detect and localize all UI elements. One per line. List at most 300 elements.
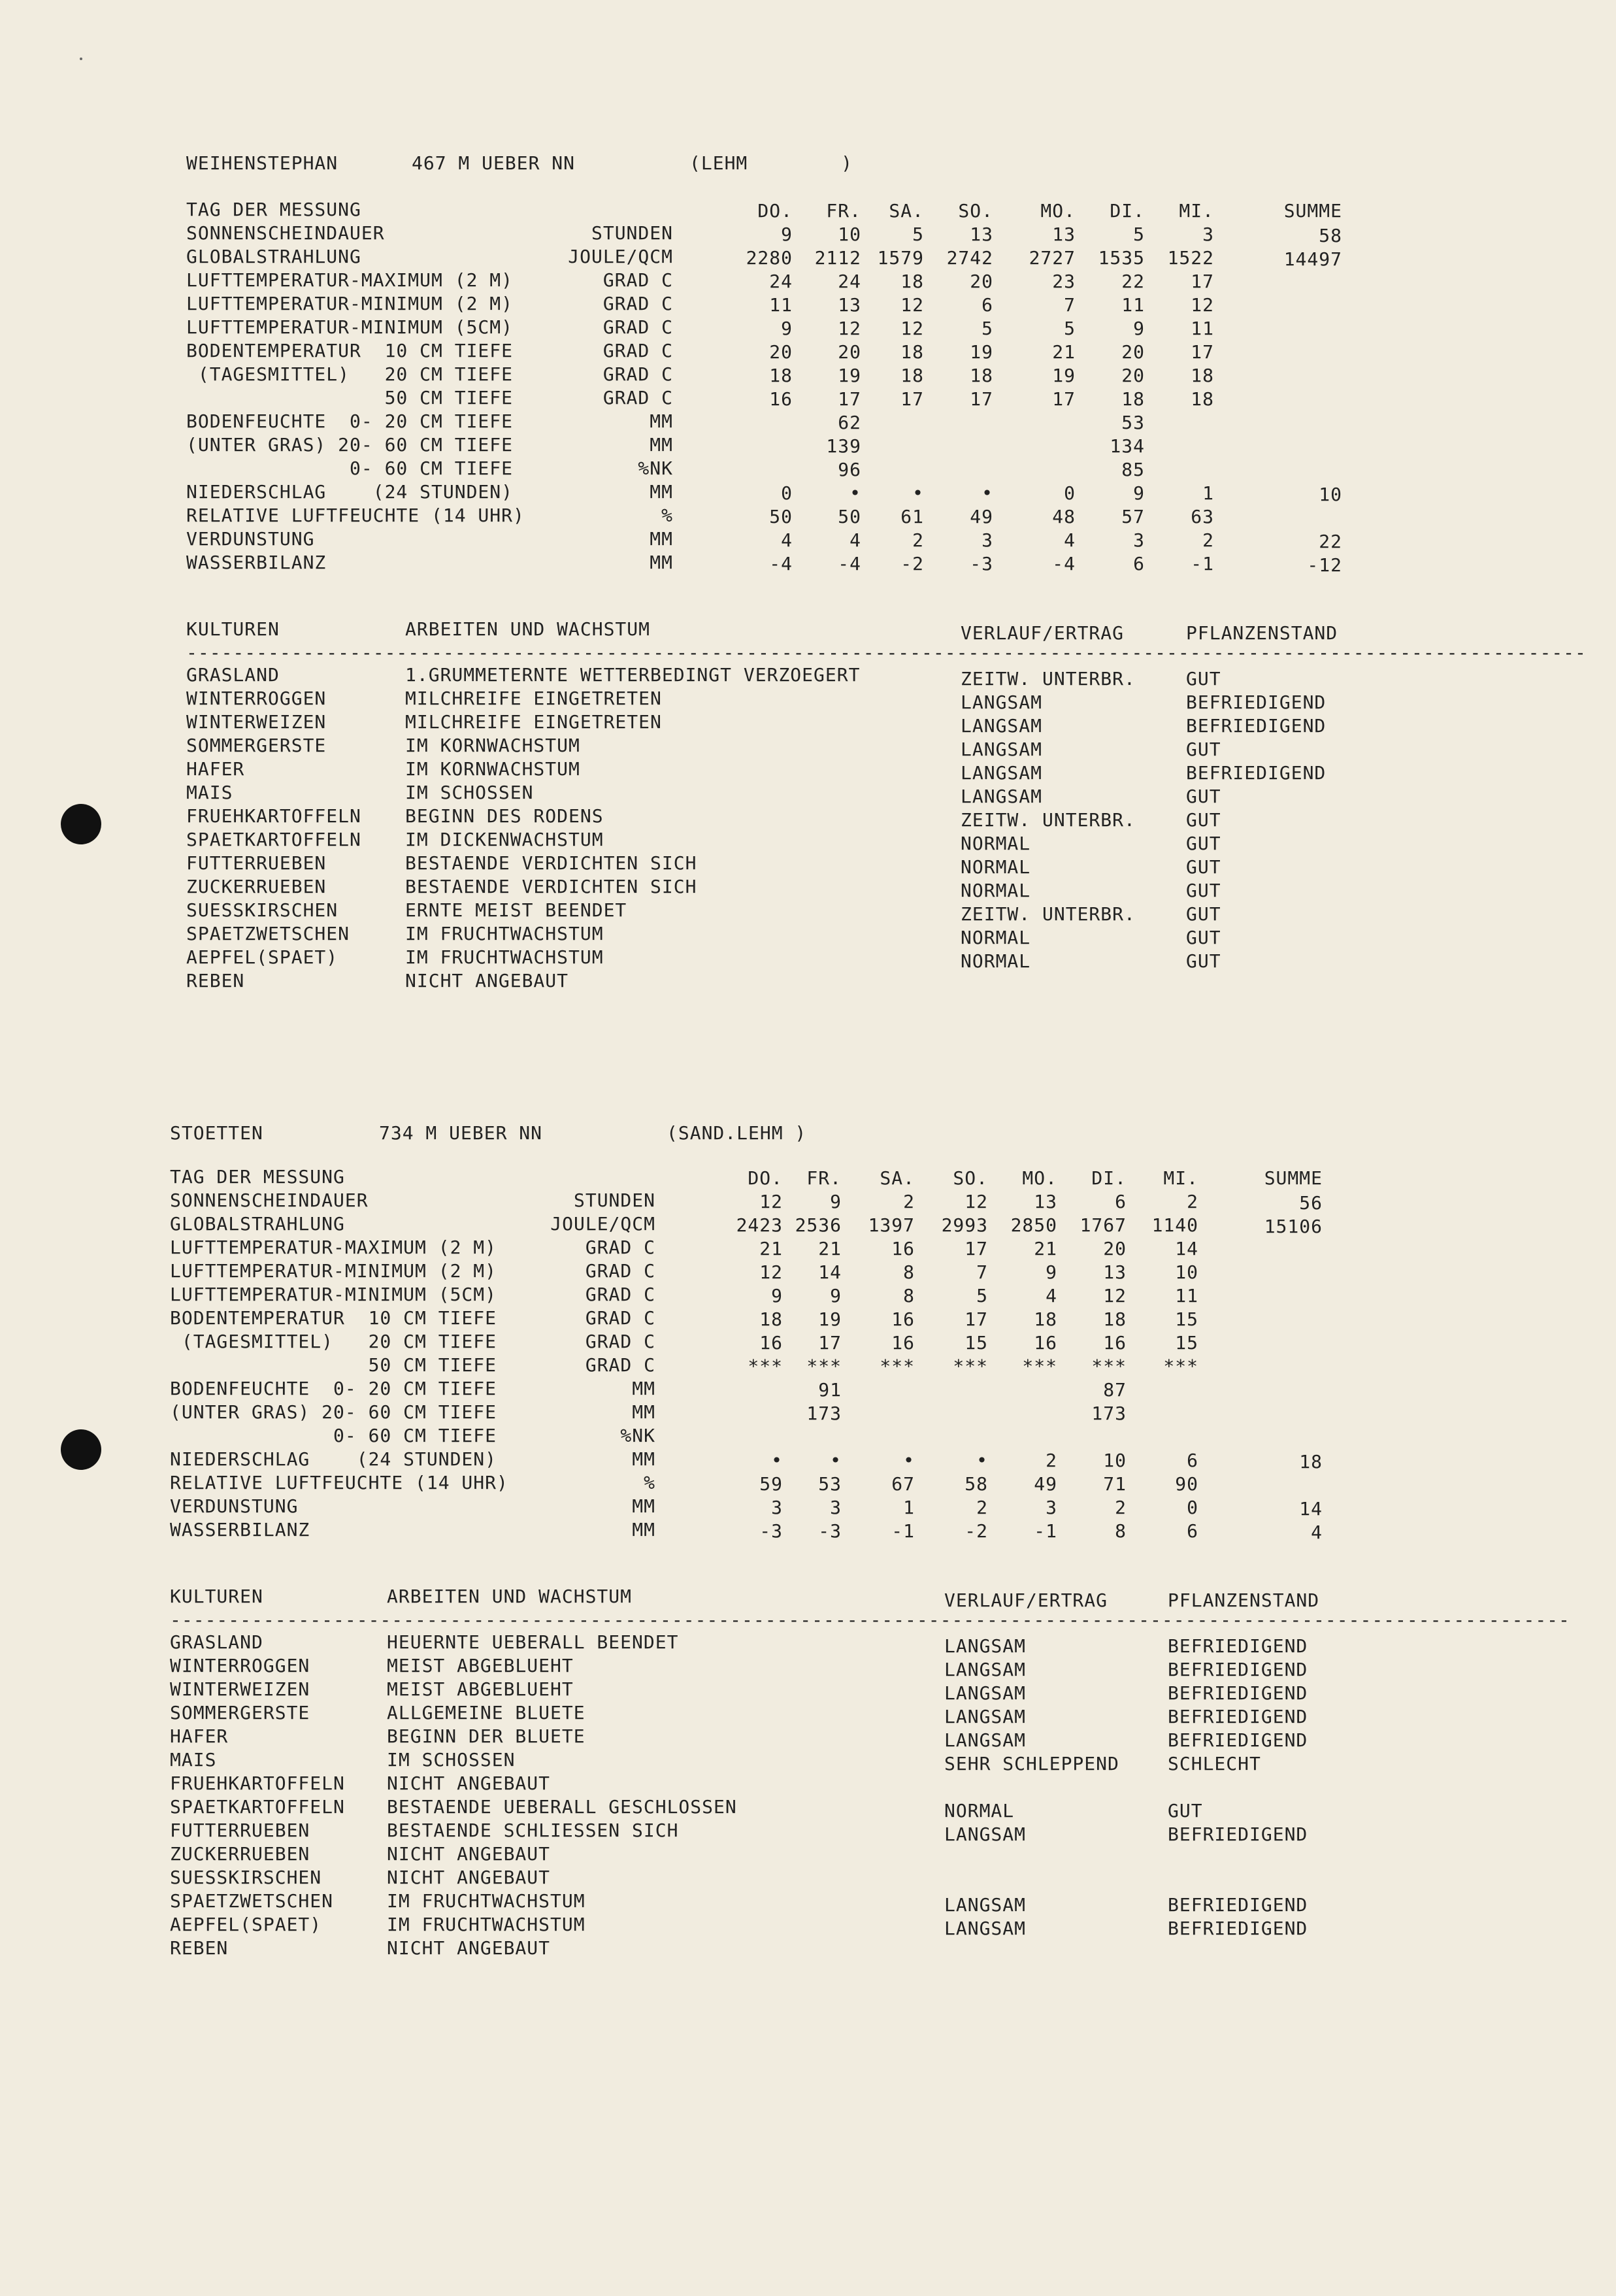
cell-value: *** <box>1022 1356 1057 1377</box>
cell-value: 9 <box>1133 482 1145 504</box>
cell-value: 20 <box>769 341 793 363</box>
cell-value: 63 <box>1191 506 1214 527</box>
cultures-header-stand: PFLANZENSTAND <box>1168 1589 1320 1611</box>
cell-value: 11 <box>1175 1285 1198 1306</box>
row-label: BODENFEUCHTE 0- 20 CM TIEFE <box>170 1378 497 1399</box>
cell-value: 13 <box>970 224 993 245</box>
culture-stand: GUT <box>1186 950 1221 972</box>
culture-verlauf: LANGSAM <box>944 1729 1027 1751</box>
culture-stand: GUT <box>1186 668 1221 690</box>
cell-value: 16 <box>891 1238 915 1259</box>
cell-value: • <box>771 1450 783 1471</box>
cell-value: 139 <box>826 435 861 457</box>
culture-stand: GUT <box>1186 927 1221 948</box>
row-label: 50 CM TIEFE <box>186 387 514 408</box>
cell-value: 9 <box>1046 1261 1057 1283</box>
cell-value: 13 <box>1103 1261 1127 1283</box>
cell-value: 2 <box>1115 1497 1127 1518</box>
culture-arbeiten: BEGINN DER BLUETE <box>387 1725 585 1747</box>
cell-value: 12 <box>1103 1285 1127 1306</box>
cell-value: • <box>976 1450 988 1471</box>
cell-value: -1 <box>891 1520 915 1542</box>
row-unit: MM <box>650 481 673 503</box>
cell-value: 20 <box>1121 365 1145 386</box>
culture-arbeiten: NICHT ANGEBAUT <box>387 1937 551 1959</box>
cell-value: 173 <box>806 1403 842 1424</box>
row-label: BODENTEMPERATUR 10 CM TIEFE <box>186 340 514 361</box>
day-header: SA. <box>889 200 924 222</box>
row-label: 0- 60 CM TIEFE <box>186 458 514 479</box>
culture-arbeiten: MILCHREIFE EINGETRETEN <box>405 711 662 733</box>
cell-value: 2112 <box>814 247 861 269</box>
cell-value: 17 <box>965 1308 988 1330</box>
cell-value: 20 <box>838 341 861 363</box>
culture-arbeiten: IM SCHOSSEN <box>387 1749 516 1771</box>
culture-stand: GUT <box>1186 786 1221 807</box>
paper-speck <box>80 58 82 60</box>
cell-value: • <box>849 482 861 504</box>
row-label: LUFTTEMPERATUR-MINIMUM (2 M) <box>186 293 514 314</box>
culture-stand: GUT <box>1186 833 1221 854</box>
cell-value: 15 <box>965 1332 988 1354</box>
punch-hole-lower <box>61 1429 101 1470</box>
cell-value: 134 <box>1110 435 1145 457</box>
culture-stand: BEFRIEDIGEND <box>1168 1918 1308 1939</box>
cell-value: 6 <box>1187 1520 1198 1542</box>
cell-value: 16 <box>1034 1332 1057 1354</box>
culture-arbeiten: NICHT ANGEBAUT <box>387 1772 551 1794</box>
culture-arbeiten: IM DICKENWACHSTUM <box>405 829 604 850</box>
culture-verlauf: LANGSAM <box>944 1635 1027 1657</box>
culture-arbeiten: IM KORNWACHSTUM <box>405 735 580 756</box>
cell-value: 24 <box>838 271 861 292</box>
cell-value: 50 <box>838 506 861 527</box>
culture-verlauf: SEHR SCHLEPPEND <box>944 1753 1119 1774</box>
cell-value: 17 <box>1191 341 1214 363</box>
cell-value: 18 <box>1121 388 1145 410</box>
cell-sum: 18 <box>1299 1451 1323 1472</box>
culture-arbeiten: BEGINN DES RODENS <box>405 805 604 827</box>
cell-value: 96 <box>838 459 861 480</box>
cell-value: 18 <box>970 365 993 386</box>
cell-value: 18 <box>1191 365 1214 386</box>
culture-arbeiten: ALLGEMEINE BLUETE <box>387 1702 585 1723</box>
cell-value: 1522 <box>1167 247 1214 269</box>
culture-name: FUTTERRUEBEN <box>170 1820 310 1841</box>
cell-value: 6 <box>1187 1450 1198 1471</box>
cell-value: 21 <box>759 1238 783 1259</box>
cell-value: 15 <box>1175 1332 1198 1354</box>
cell-value: 3 <box>830 1497 842 1518</box>
cell-value: 24 <box>769 271 793 292</box>
culture-verlauf: LANGSAM <box>944 1659 1027 1680</box>
culture-stand: GUT <box>1186 739 1221 760</box>
cultures-header-kultur: KULTUREN <box>170 1586 263 1607</box>
cell-sum: 14 <box>1299 1498 1323 1520</box>
cell-value: 16 <box>759 1332 783 1354</box>
cell-value: -1 <box>1034 1520 1057 1542</box>
station-soil: (LEHM ) <box>689 152 853 174</box>
row-unit: JOULE/QCM <box>550 1213 655 1235</box>
cell-value: 8 <box>1115 1520 1127 1542</box>
culture-name: GRASLAND <box>186 664 280 686</box>
row-unit: JOULE/QCM <box>568 246 673 267</box>
culture-name: SPAETZWETSCHEN <box>186 923 350 944</box>
cultures-header-verlauf: VERLAUF/ERTRAG <box>944 1589 1108 1611</box>
cell-value: 10 <box>1103 1450 1127 1471</box>
cell-value: 1397 <box>868 1214 915 1236</box>
culture-arbeiten: NICHT ANGEBAUT <box>387 1867 551 1888</box>
cell-value: 20 <box>1121 341 1145 363</box>
cell-value: 57 <box>1121 506 1145 527</box>
culture-name: MAIS <box>186 782 233 803</box>
cell-value: *** <box>953 1356 988 1377</box>
cell-value: 4 <box>849 529 861 551</box>
cell-value: 62 <box>838 412 861 433</box>
culture-name: SOMMERGERSTE <box>170 1702 310 1723</box>
cell-sum: 22 <box>1319 531 1342 552</box>
cell-value: 9 <box>830 1191 842 1212</box>
row-label: NIEDERSCHLAG (24 STUNDEN) <box>186 481 514 503</box>
cell-value: 1767 <box>1080 1214 1127 1236</box>
cell-sum: 15106 <box>1264 1216 1323 1237</box>
cell-value: *** <box>880 1356 915 1377</box>
row-label: SONNENSCHEINDAUER <box>170 1190 369 1211</box>
cell-value: 0 <box>1064 482 1076 504</box>
cell-value: 2727 <box>1029 247 1076 269</box>
culture-verlauf: LANGSAM <box>944 1682 1027 1704</box>
cell-sum: 4 <box>1311 1522 1323 1543</box>
cell-value: 20 <box>1103 1238 1127 1259</box>
culture-name: FRUEHKARTOFFELN <box>170 1772 345 1794</box>
cell-value: -4 <box>1052 553 1076 574</box>
cell-value: 12 <box>759 1261 783 1283</box>
separator-line: ------------------------------------------------------------------------------------------------------------------------ <box>170 1609 1570 1631</box>
row-label: BODENTEMPERATUR 10 CM TIEFE <box>170 1307 497 1329</box>
culture-arbeiten: NICHT ANGEBAUT <box>405 970 569 991</box>
culture-verlauf: NORMAL <box>961 833 1031 854</box>
row-unit: GRAD C <box>602 293 673 314</box>
culture-stand: GUT <box>1186 809 1221 831</box>
culture-name: SPAETZWETSCHEN <box>170 1890 334 1912</box>
cell-value: 2742 <box>946 247 993 269</box>
culture-name: WINTERROGGEN <box>186 688 327 709</box>
culture-arbeiten: IM FRUCHTWACHSTUM <box>387 1914 585 1935</box>
culture-verlauf: LANGSAM <box>944 1823 1027 1845</box>
cell-value: 19 <box>838 365 861 386</box>
row-label: SONNENSCHEINDAUER <box>186 222 385 244</box>
row-label: LUFTTEMPERATUR-MAXIMUM (2 M) <box>186 269 514 291</box>
cell-value: 18 <box>1191 388 1214 410</box>
cell-value: -3 <box>759 1520 783 1542</box>
station-name: STOETTEN <box>170 1122 263 1144</box>
culture-arbeiten: IM FRUCHTWACHSTUM <box>405 923 604 944</box>
cell-value: 15 <box>1175 1308 1198 1330</box>
culture-name: REBEN <box>186 970 245 991</box>
cell-value: 3 <box>1046 1497 1057 1518</box>
cell-sum: 14497 <box>1283 248 1342 270</box>
cell-value: 67 <box>891 1473 915 1495</box>
row-unit: MM <box>632 1448 655 1470</box>
cell-value: 8 <box>903 1261 915 1283</box>
cell-value: 2 <box>912 529 924 551</box>
cell-value: 59 <box>759 1473 783 1495</box>
row-unit: %NK <box>638 458 673 479</box>
culture-name: WINTERWEIZEN <box>170 1678 310 1700</box>
cell-sum: 58 <box>1319 225 1342 246</box>
row-label: 0- 60 CM TIEFE <box>170 1425 497 1446</box>
cell-value: 11 <box>1121 294 1145 316</box>
cell-value: 90 <box>1175 1473 1198 1495</box>
cell-value: 13 <box>838 294 861 316</box>
cell-value: 17 <box>1191 271 1214 292</box>
row-unit: GRAD C <box>585 1284 655 1305</box>
day-header: MO. <box>1022 1167 1057 1189</box>
culture-name: MAIS <box>170 1749 217 1771</box>
cell-value: 17 <box>900 388 924 410</box>
day-header: DO. <box>757 200 793 222</box>
row-unit: GRAD C <box>585 1331 655 1352</box>
row-label: 50 CM TIEFE <box>170 1354 497 1376</box>
cell-value: 10 <box>838 224 861 245</box>
cell-value: 6 <box>1115 1191 1127 1212</box>
cell-value: 3 <box>1202 224 1214 245</box>
row-label: LUFTTEMPERATUR-MINIMUM (5CM) <box>170 1284 497 1305</box>
row-unit: GRAD C <box>602 387 673 408</box>
cell-value: 61 <box>900 506 924 527</box>
cell-value: • <box>912 482 924 504</box>
row-label: LUFTTEMPERATUR-MINIMUM (2 M) <box>170 1260 497 1282</box>
row-unit: STUNDEN <box>573 1190 655 1211</box>
cell-value: -4 <box>838 553 861 574</box>
sum-header: SUMME <box>1283 200 1342 222</box>
cell-value: 6 <box>981 294 993 316</box>
cultures-header-kultur: KULTUREN <box>186 618 280 640</box>
row-unit: MM <box>650 528 673 550</box>
culture-arbeiten: IM SCHOSSEN <box>405 782 534 803</box>
cell-value: 2 <box>976 1497 988 1518</box>
culture-name: FUTTERRUEBEN <box>186 852 327 874</box>
cell-value: 4 <box>1064 529 1076 551</box>
culture-name: SPAETKARTOFFELN <box>170 1796 345 1818</box>
cell-value: 14 <box>1175 1238 1198 1259</box>
culture-name: AEPFEL(SPAET) <box>186 946 338 968</box>
day-header: MO. <box>1040 200 1076 222</box>
cell-value: 16 <box>891 1332 915 1354</box>
culture-stand: GUT <box>1186 880 1221 901</box>
cell-value: 5 <box>976 1285 988 1306</box>
cell-value: 7 <box>1064 294 1076 316</box>
cell-value: 5 <box>1133 224 1145 245</box>
cell-value: 4 <box>1046 1285 1057 1306</box>
row-label: LUFTTEMPERATUR-MINIMUM (5CM) <box>186 316 514 338</box>
culture-name: SPAETKARTOFFELN <box>186 829 361 850</box>
cell-value: 16 <box>891 1308 915 1330</box>
cell-value: 2850 <box>1010 1214 1057 1236</box>
cell-value: 12 <box>900 294 924 316</box>
row-unit: STUNDEN <box>591 222 673 244</box>
cell-value: 20 <box>970 271 993 292</box>
cell-value: 17 <box>838 388 861 410</box>
cell-value: 49 <box>970 506 993 527</box>
day-header: MI. <box>1179 200 1214 222</box>
cell-value: -3 <box>818 1520 842 1542</box>
cell-value: 21 <box>1034 1238 1057 1259</box>
cultures-header-arbeiten: ARBEITEN UND WACHSTUM <box>387 1586 633 1607</box>
culture-verlauf: ZEITW. UNTERBR. <box>961 809 1136 831</box>
cultures-header-stand: PFLANZENSTAND <box>1186 622 1338 644</box>
culture-name: SUESSKIRSCHEN <box>186 899 338 921</box>
row-label: (TAGESMITTEL) 20 CM TIEFE <box>186 363 514 385</box>
cell-value: 9 <box>781 318 793 339</box>
cell-value: 4 <box>781 529 793 551</box>
cell-value: 17 <box>818 1332 842 1354</box>
cell-value: 2423 <box>736 1214 783 1236</box>
culture-stand: GUT <box>1186 903 1221 925</box>
row-label: WASSERBILANZ <box>170 1519 310 1540</box>
cell-value: 5 <box>981 318 993 339</box>
culture-stand: BEFRIEDIGEND <box>1168 1682 1308 1704</box>
culture-arbeiten: IM FRUCHTWACHSTUM <box>405 946 604 968</box>
cell-value: 19 <box>818 1308 842 1330</box>
table-header-label: TAG DER MESSUNG <box>186 199 361 220</box>
row-unit: MM <box>632 1519 655 1540</box>
culture-name: SOMMERGERSTE <box>186 735 327 756</box>
culture-verlauf: NORMAL <box>961 950 1031 972</box>
culture-arbeiten: HEUERNTE UEBERALL BEENDET <box>387 1631 679 1653</box>
cell-value: 19 <box>1052 365 1076 386</box>
culture-verlauf: NORMAL <box>961 927 1031 948</box>
cell-value: 58 <box>965 1473 988 1495</box>
cell-value: 91 <box>818 1379 842 1401</box>
cell-value: 22 <box>1121 271 1145 292</box>
row-label: VERDUNSTUNG <box>186 528 315 550</box>
culture-arbeiten: IM FRUCHTWACHSTUM <box>387 1890 585 1912</box>
culture-stand: BEFRIEDIGEND <box>1186 715 1327 737</box>
row-label: NIEDERSCHLAG (24 STUNDEN) <box>170 1448 497 1470</box>
row-label: WASSERBILANZ <box>186 552 327 573</box>
culture-name: ZUCKERRUEBEN <box>186 876 327 897</box>
culture-stand: BEFRIEDIGEND <box>1186 762 1327 784</box>
culture-arbeiten: NICHT ANGEBAUT <box>387 1843 551 1865</box>
cell-value: 173 <box>1091 1403 1127 1424</box>
culture-stand: BEFRIEDIGEND <box>1168 1635 1308 1657</box>
cell-value: 5 <box>1064 318 1076 339</box>
punch-hole-upper <box>61 804 101 844</box>
culture-stand: BEFRIEDIGEND <box>1168 1659 1308 1680</box>
row-label: RELATIVE LUFTFEUCHTE (14 UHR) <box>170 1472 508 1493</box>
cell-value: -4 <box>769 553 793 574</box>
cell-value: 71 <box>1103 1473 1127 1495</box>
cell-value: 10 <box>1175 1261 1198 1283</box>
culture-stand: BEFRIEDIGEND <box>1168 1706 1308 1727</box>
culture-name: REBEN <box>170 1937 229 1959</box>
cell-value: 21 <box>1052 341 1076 363</box>
culture-name: HAFER <box>170 1725 229 1747</box>
culture-stand: GUT <box>1168 1800 1203 1822</box>
row-unit: MM <box>650 434 673 456</box>
cell-value: 16 <box>1103 1332 1127 1354</box>
cell-value: 2 <box>1046 1450 1057 1471</box>
cell-value: 12 <box>838 318 861 339</box>
cell-value: 1579 <box>877 247 924 269</box>
cultures-header-verlauf: VERLAUF/ERTRAG <box>961 622 1125 644</box>
culture-verlauf: ZEITW. UNTERBR. <box>961 668 1136 690</box>
culture-verlauf: NORMAL <box>961 880 1031 901</box>
culture-name: FRUEHKARTOFFELN <box>186 805 361 827</box>
cell-value: • <box>830 1450 842 1471</box>
cell-value: 85 <box>1121 459 1145 480</box>
culture-arbeiten: MEIST ABGEBLUEHT <box>387 1678 574 1700</box>
cell-value: 18 <box>759 1308 783 1330</box>
cell-value: 9 <box>1133 318 1145 339</box>
cell-value: 12 <box>1191 294 1214 316</box>
day-header: MI. <box>1163 1167 1198 1189</box>
cell-value: • <box>981 482 993 504</box>
cell-value: 1140 <box>1151 1214 1198 1236</box>
cell-value: 9 <box>771 1285 783 1306</box>
cell-value: 1 <box>903 1497 915 1518</box>
cell-value: 14 <box>818 1261 842 1283</box>
culture-verlauf: LANGSAM <box>961 691 1043 713</box>
cell-value: 18 <box>900 271 924 292</box>
row-label: GLOBALSTRAHLUNG <box>170 1213 345 1235</box>
cell-value: 18 <box>900 341 924 363</box>
cell-value: 17 <box>970 388 993 410</box>
culture-arbeiten: ERNTE MEIST BEENDET <box>405 899 627 921</box>
row-unit: % <box>661 505 673 526</box>
cell-value: 2993 <box>941 1214 988 1236</box>
cell-value: 2 <box>1202 529 1214 551</box>
culture-stand: BEFRIEDIGEND <box>1168 1894 1308 1916</box>
station-name: WEIHENSTEPHAN <box>186 152 338 174</box>
culture-verlauf: LANGSAM <box>961 762 1043 784</box>
culture-arbeiten: MILCHREIFE EINGETRETEN <box>405 688 662 709</box>
cell-value: 50 <box>769 506 793 527</box>
cell-sum: -12 <box>1307 554 1342 576</box>
cell-value: 13 <box>1034 1191 1057 1212</box>
day-header: FR. <box>806 1167 842 1189</box>
cell-value: 9 <box>830 1285 842 1306</box>
row-unit: MM <box>632 1401 655 1423</box>
cell-value: 87 <box>1103 1379 1127 1401</box>
culture-verlauf: LANGSAM <box>961 739 1043 760</box>
row-label: LUFTTEMPERATUR-MAXIMUM (2 M) <box>170 1237 497 1258</box>
culture-arbeiten: BESTAENDE VERDICHTEN SICH <box>405 852 697 874</box>
culture-arbeiten: BESTAENDE UEBERALL GESCHLOSSEN <box>387 1796 737 1818</box>
separator-line: ------------------------------------------------------------------------------------------------------------------------ <box>186 642 1587 663</box>
cell-value: 0 <box>781 482 793 504</box>
station-soil: (SAND.LEHM ) <box>667 1122 807 1144</box>
cell-value: 2 <box>903 1191 915 1212</box>
culture-verlauf: ZEITW. UNTERBR. <box>961 903 1136 925</box>
cell-sum: 56 <box>1299 1192 1323 1214</box>
row-unit: GRAD C <box>585 1354 655 1376</box>
cell-value: 17 <box>1052 388 1076 410</box>
cell-value: 13 <box>1052 224 1076 245</box>
culture-arbeiten: MEIST ABGEBLUEHT <box>387 1655 574 1676</box>
day-header: SO. <box>958 200 993 222</box>
row-unit: %NK <box>620 1425 655 1446</box>
row-unit: GRAD C <box>585 1237 655 1258</box>
day-header: FR. <box>826 200 861 222</box>
day-header: DI. <box>1110 200 1145 222</box>
culture-name: WINTERROGGEN <box>170 1655 310 1676</box>
cultures-header-arbeiten: ARBEITEN UND WACHSTUM <box>405 618 651 640</box>
row-unit: MM <box>632 1495 655 1517</box>
station-altitude: 467 M UEBER NN <box>412 152 576 174</box>
cell-value: 5 <box>912 224 924 245</box>
